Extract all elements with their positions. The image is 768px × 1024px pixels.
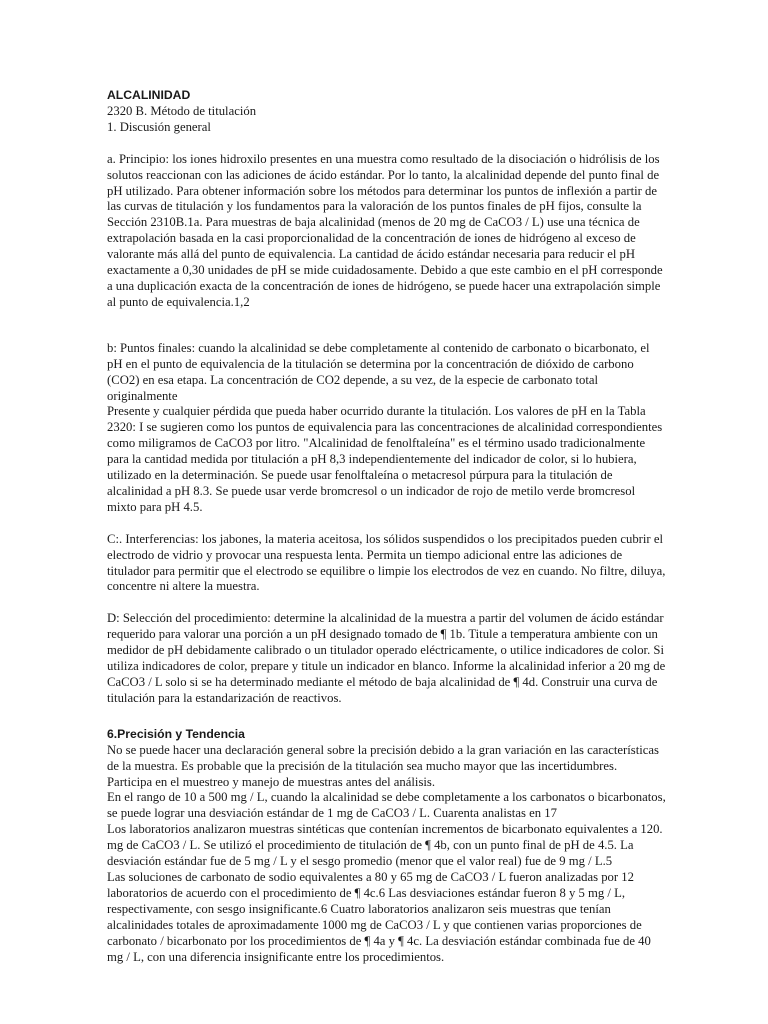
text-line: Participa en el muestreo y manejo de muestras antes del análisis. [107, 774, 436, 789]
text-line: Sección 2310B.1a. Para muestras de baja alcalinidad (menos de 20 mg de CaCO3 / L) use una técnica de [107, 215, 640, 230]
text-line: Las soluciones de carbonato de sodio equivalentes a 80 y 65 mg de CaCO3 / L fueron analizadas por 12 [107, 869, 634, 884]
paragraph-interferencias [107, 532, 708, 596]
text-line: mixto para pH 4.5. [107, 499, 203, 514]
text-line: carbonato / bicarbonato por los procedimientos de ¶ 4a y ¶ 4c. La desviación estándar combinada fue de 40 [107, 933, 651, 948]
method-subtitle: 2320 B. Método de titulación [107, 103, 257, 118]
text-line: de la muestra. Es probable que la precisión de la titulación sea mucho mayor que las incertidumbres. [107, 758, 618, 773]
text-line: CaCO3 / L solo si se ha determinado mediante el método de baja alcalinidad de ¶ 4d. Construir una curva de [107, 675, 658, 689]
text-line: titulación para la estandarización de reactivos. [107, 690, 342, 705]
text-line: 2320: I se sugieren como los puntos de equivalencia para las concentraciones de alcalinidad correspondientes [107, 420, 663, 435]
paragraph-principio [107, 152, 708, 311]
text-line: pH en el punto de equivalencia de la titulación se determina por la concentración de dióxido de carbono [107, 356, 634, 371]
text-line: b: Puntos finales: cuando la alcalinidad se debe completamente al contenido de carbonato o bicarbonato, el [107, 340, 650, 355]
text-line: las curvas de titulación y los fundamentos para la valoración de los puntos finales de pH fijos, consulte la [107, 199, 642, 214]
text-line: utilizado en la determinación. Se puede usar fenolftaleína o metacresol púrpura para la titulación de [107, 468, 613, 483]
text-line: requerido para valorar una porción a un pH designado tomado de ¶ 1b. Titule a temperatura ambiente con un [107, 627, 658, 642]
document-title: ALCALINIDAD [107, 88, 191, 102]
text-line: a. Principio: los iones hidroxilo presentes en una muestra como resultado de la disociación o hidrólisis de los [107, 151, 660, 166]
paragraph-precision [107, 743, 708, 966]
text-line: mg / L, con una diferencia insignificante entre los procedimientos. [107, 949, 445, 964]
text-line: mg de CaCO3 / L. Se utilizó el procedimiento de titulación de ¶ 4b, con un punto final de pH de 4.5. La [107, 838, 634, 853]
text-line: pH utilizado. Para obtener información sobre los métodos para determinar los puntos de inflexión a partir de [107, 183, 657, 198]
text-line: al punto de equivalencia.1,2 [107, 294, 250, 309]
text-line: originalmente [107, 388, 178, 403]
text-line: solutos reaccionan con las adiciones de ácido estándar. Por lo tanto, la alcalinidad depende del punto final de [107, 167, 660, 182]
text-line: alcalinidades totales de aproximadamente 1000 mg de CaCO3 / L y que contienen varias proporciones de [107, 917, 642, 932]
text-line: titulador para permitir que el electrodo se equilibre o limpie los electrodos de vez en cuando. No filtre, diluya, [107, 563, 666, 578]
text-line: medidor de pH debidamente calibrado o un titulador operado eléctricamente, o utilice indicadores de color. Si [107, 643, 664, 658]
section-heading-general: 1. Discusión general [107, 119, 211, 134]
text-line: desviación estándar fue de 5 mg / L y el sesgo promedio (menor que el valor real) fue de 9 mg / L.5 [107, 854, 613, 869]
text-line: exactamente a 0,30 unidades de pH se mide cuidadosamente. Debido a que este cambio en el pH corresponde [107, 263, 663, 278]
text-line: (CO2) en esa etapa. La concentración de CO2 depende, a su vez, de la especie de carbonato total [107, 372, 599, 387]
text-line: extrapolación basada en la casi proporcionalidad de la concentración de iones de hidrógeno al exceso de [107, 231, 636, 246]
text-line: C:. Interferencias: los jabones, la materia aceitosa, los sólidos suspendidos o los precipitados pueden cubrir el [107, 531, 663, 546]
paragraph-puntos-finales [107, 341, 708, 516]
text-line: En el rango de 10 a 500 mg / L, cuando la alcalinidad se debe completamente a los carbonatos o bicarbonatos, [107, 790, 666, 805]
text-line: para la cantidad medida por titulación a pH 8,3 independientemente del indicador de color, si lo hubiera, [107, 452, 637, 467]
text-line: laboratorios de acuerdo con el procedimiento de ¶ 4c.6 Las desviaciones estándar fueron 8 y 5 mg / L, [107, 885, 626, 900]
text-line: Los laboratorios analizaron muestras sintéticas que contenían incrementos de bicarbonato equivalentes a 120. [107, 822, 663, 837]
text-line: Presente y cualquier pérdida que pueda haber ocurrido durante la titulación. Los valores de pH en la Tabla [107, 404, 646, 419]
text-line: valorante más allá del punto de equivalencia. La cantidad de ácido estándar necesaria para reducir el pH [107, 247, 636, 262]
text-line: No se puede hacer una declaración general sobre la precisión debido a la gran variación en las características [107, 742, 659, 757]
text-line: concentre ni altere la muestra. [107, 579, 260, 594]
section-heading-precision: 6.Precisión y Tendencia [107, 726, 245, 741]
text-line: a una duplicación exacta de la concentración de iones de hidrógeno, se puede hacer una extrapolación simple [107, 278, 661, 293]
paragraph-seleccion [107, 611, 708, 706]
text-line: como miligramos de CaCO3 por litro. "Alcalinidad de fenolftaleína" es el término usado tradicionalmente [107, 436, 646, 451]
text-line: D: Selección del procedimiento: determine la alcalinidad de la muestra a partir del volumen de ácido estándar [107, 611, 664, 626]
text-line: utiliza indicadores de color, prepare y titule un indicador en blanco. Informe la alcalinidad inferior a 20 mg de [107, 659, 666, 674]
text-line: alcalinidad a pH 8.3. Se puede usar verde bromcresol o un indicador de rojo de metilo verde bromcresol [107, 483, 636, 498]
text-line: se puede lograr una desviación estándar de 1 mg de CaCO3 / L. Cuarenta analistas en 17 [107, 806, 557, 821]
text-line: respectivamente, con sesgo insignificante.6 Cuatro laboratorios analizaron seis muestras que tenían [107, 901, 611, 916]
text-line: electrodo de vidrio y provocar una respuesta lenta. Permita un tiempo adicional entre las adiciones de [107, 547, 623, 562]
